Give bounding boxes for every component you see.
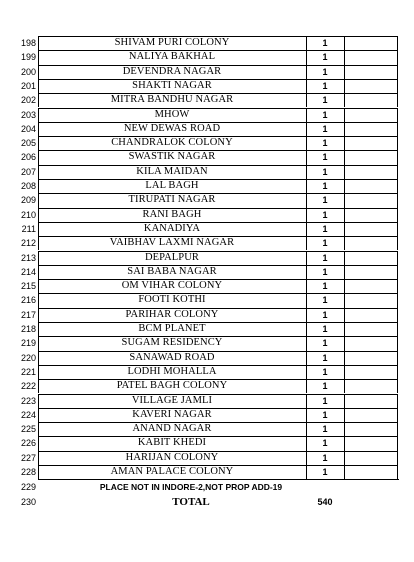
row-number: 220 bbox=[20, 352, 36, 363]
count-value: 1 bbox=[322, 352, 328, 363]
count-value: 1 bbox=[322, 95, 328, 106]
count-value: 1 bbox=[322, 80, 328, 91]
row-number: 226 bbox=[20, 438, 36, 449]
colony-name: MHOW bbox=[154, 108, 190, 120]
colony-name: SHIVAM PURI COLONY bbox=[114, 37, 230, 48]
row-number: 208 bbox=[20, 181, 36, 191]
table-row bbox=[0, 451, 414, 465]
colony-name: DEVENDRA NAGAR bbox=[122, 65, 222, 77]
colony-name: HARIJAN COLONY bbox=[125, 451, 219, 463]
table-row bbox=[0, 265, 414, 279]
colony-name: SWASTIK NAGAR bbox=[128, 151, 216, 163]
row-number: 210 bbox=[20, 209, 36, 220]
table-row bbox=[0, 408, 414, 422]
count-value: 1 bbox=[322, 409, 328, 420]
colony-name: LAL BAGH bbox=[145, 180, 199, 191]
colony-name: SAI BABA NAGAR bbox=[127, 265, 217, 277]
count-value: 1 bbox=[322, 424, 328, 435]
row-number: 207 bbox=[20, 166, 36, 177]
colony-name: KAVERI NAGAR bbox=[132, 408, 212, 420]
row-number: 222 bbox=[20, 381, 36, 392]
colony-name: VAIBHAV LAXMI NAGAR bbox=[109, 237, 235, 249]
row-number: 199 bbox=[20, 52, 36, 63]
cell-border bbox=[344, 351, 398, 365]
cell-border bbox=[344, 222, 398, 236]
cell-border bbox=[344, 122, 398, 136]
row-number: 230 bbox=[20, 496, 36, 507]
cell-border bbox=[344, 65, 398, 79]
count-value: 1 bbox=[322, 138, 328, 149]
cell-border bbox=[344, 251, 398, 265]
row-number: 224 bbox=[20, 409, 36, 420]
count-value: 1 bbox=[322, 123, 328, 134]
row-number: 213 bbox=[20, 252, 36, 263]
row-number: 206 bbox=[20, 152, 36, 163]
cell-border bbox=[344, 79, 398, 93]
cell-border bbox=[344, 394, 398, 408]
colony-name: NEW DEWAS ROAD bbox=[123, 122, 221, 134]
count-value: 1 bbox=[322, 238, 328, 249]
table-row bbox=[0, 36, 414, 50]
cell-border bbox=[344, 236, 398, 250]
table-row bbox=[0, 193, 414, 207]
cell-border bbox=[344, 365, 398, 379]
colony-name: SANAWAD ROAD bbox=[129, 351, 215, 363]
colony-name: BCM PLANET bbox=[138, 323, 206, 334]
row-number: 200 bbox=[20, 66, 36, 77]
count-value: 1 bbox=[322, 295, 328, 306]
count-value: 1 bbox=[322, 395, 328, 406]
cell-border bbox=[344, 50, 398, 64]
cell-border bbox=[344, 208, 398, 222]
count-value: 1 bbox=[322, 281, 328, 292]
cell-border bbox=[344, 451, 398, 465]
cell-border bbox=[344, 150, 398, 164]
total-label: TOTAL bbox=[172, 495, 210, 508]
colony-name: AMAN PALACE COLONY bbox=[110, 466, 234, 477]
cell-border bbox=[344, 465, 398, 479]
count-value: 1 bbox=[322, 467, 328, 477]
row-number: 214 bbox=[20, 266, 36, 277]
row-number: 211 bbox=[21, 223, 36, 234]
count-value: 1 bbox=[322, 52, 328, 63]
colony-name: PARIHAR COLONY bbox=[125, 308, 219, 320]
colony-name: ANAND NAGAR bbox=[132, 423, 212, 435]
row-number: 202 bbox=[20, 95, 36, 106]
table-row bbox=[0, 79, 414, 93]
count-value: 1 bbox=[322, 166, 328, 177]
count-value: 1 bbox=[322, 66, 328, 77]
colony-name: SUGAM RESIDENCY bbox=[121, 337, 223, 349]
row-number: 204 bbox=[20, 123, 36, 134]
table-row bbox=[0, 465, 414, 479]
table-row bbox=[0, 365, 414, 379]
table-row bbox=[0, 222, 414, 236]
table-row bbox=[0, 208, 414, 222]
colony-name: RANI BAGH bbox=[142, 208, 202, 220]
colony-name: KANADIYA bbox=[143, 222, 201, 234]
row-number: 217 bbox=[20, 309, 36, 320]
cell-border bbox=[344, 279, 398, 293]
cell-border bbox=[344, 179, 398, 193]
table-row bbox=[0, 122, 414, 136]
count-value: 1 bbox=[322, 209, 328, 220]
row-number: 223 bbox=[20, 395, 36, 406]
count-value: 1 bbox=[322, 438, 328, 449]
table-row bbox=[0, 165, 414, 179]
cell-border bbox=[344, 422, 398, 436]
table-row bbox=[0, 136, 414, 150]
table-row bbox=[0, 394, 414, 408]
total-row bbox=[0, 495, 414, 509]
table-row bbox=[0, 379, 414, 393]
row-number: 225 bbox=[20, 424, 36, 435]
row-number: 218 bbox=[20, 324, 36, 334]
table-row bbox=[0, 322, 414, 336]
colony-name: LODHI MOHALLA bbox=[127, 365, 217, 377]
table-row bbox=[0, 251, 414, 265]
row-number: 228 bbox=[20, 467, 36, 477]
cell-border bbox=[344, 36, 398, 50]
count-value: 1 bbox=[322, 181, 328, 191]
colony-name: MITRA BANDHU NAGAR bbox=[110, 94, 234, 106]
count-value: 1 bbox=[322, 452, 328, 463]
cell-border bbox=[344, 193, 398, 207]
row-number: 219 bbox=[20, 338, 36, 349]
count-value: 1 bbox=[322, 223, 328, 234]
cell-border bbox=[344, 108, 398, 122]
cell-border bbox=[344, 379, 398, 393]
row-number: 215 bbox=[20, 281, 36, 292]
colony-name: KILA MAIDAN bbox=[136, 165, 208, 177]
count-value: 1 bbox=[322, 366, 328, 377]
count-value: 1 bbox=[322, 266, 328, 277]
table-row bbox=[0, 236, 414, 250]
cell-border bbox=[344, 136, 398, 150]
cell-border bbox=[344, 336, 398, 350]
table-row bbox=[0, 308, 414, 322]
cell-border bbox=[344, 436, 398, 450]
row-number: 203 bbox=[20, 109, 36, 120]
cell-border bbox=[344, 293, 398, 307]
cell-border bbox=[344, 165, 398, 179]
table-row bbox=[0, 65, 414, 79]
cell-border bbox=[344, 93, 398, 107]
note-row bbox=[0, 480, 414, 494]
count-value: 1 bbox=[322, 309, 328, 320]
table-row bbox=[0, 50, 414, 64]
count-value: 1 bbox=[322, 381, 328, 392]
count-value: 1 bbox=[322, 324, 328, 334]
cell-border bbox=[344, 408, 398, 422]
row-number: 212 bbox=[20, 238, 36, 249]
row-number: 201 bbox=[20, 80, 36, 91]
row-number: 209 bbox=[20, 195, 36, 206]
count-value: 1 bbox=[322, 338, 328, 349]
colony-name: KABIT KHEDI bbox=[137, 437, 207, 449]
colony-name: CHANDRALOK COLONY bbox=[111, 137, 233, 149]
row-number: 227 bbox=[20, 452, 36, 463]
row-number: 221 bbox=[20, 366, 36, 377]
row-number: 198 bbox=[20, 38, 36, 48]
table-row bbox=[0, 279, 414, 293]
colony-name: NALIYA BAKHAL bbox=[128, 51, 216, 63]
colony-name: OM VIHAR COLONY bbox=[121, 280, 223, 292]
count-value: 1 bbox=[322, 109, 328, 120]
table-row bbox=[0, 336, 414, 350]
table-row bbox=[0, 150, 414, 164]
table-row bbox=[0, 179, 414, 193]
note-text: PLACE NOT IN INDORE-2,NOT PROP ADD-19 bbox=[99, 482, 283, 493]
colony-name: TIRUPATI NAGAR bbox=[128, 194, 216, 206]
colony-name: VILLAGE JAMLI bbox=[131, 394, 213, 406]
colony-name: FOOTI KOTHI bbox=[138, 294, 206, 306]
count-value: 1 bbox=[322, 195, 328, 206]
colony-name: SHAKTI NAGAR bbox=[132, 79, 212, 91]
cell-border bbox=[344, 308, 398, 322]
row-number: 205 bbox=[20, 138, 36, 149]
table-row bbox=[0, 351, 414, 365]
table-row bbox=[0, 93, 414, 107]
colony-name: DEPALPUR bbox=[144, 251, 200, 263]
count-value: 1 bbox=[322, 152, 328, 163]
row-number: 229 bbox=[20, 482, 36, 493]
table-row bbox=[0, 422, 414, 436]
table-row bbox=[0, 293, 414, 307]
table-row bbox=[0, 108, 414, 122]
colony-name: PATEL BAGH COLONY bbox=[116, 380, 228, 392]
total-value: 540 bbox=[317, 496, 333, 507]
cell-border bbox=[344, 322, 398, 336]
count-value: 1 bbox=[322, 38, 328, 48]
table-row bbox=[0, 436, 414, 450]
row-number: 216 bbox=[20, 295, 36, 306]
cell-border bbox=[344, 265, 398, 279]
count-value: 1 bbox=[322, 252, 328, 263]
